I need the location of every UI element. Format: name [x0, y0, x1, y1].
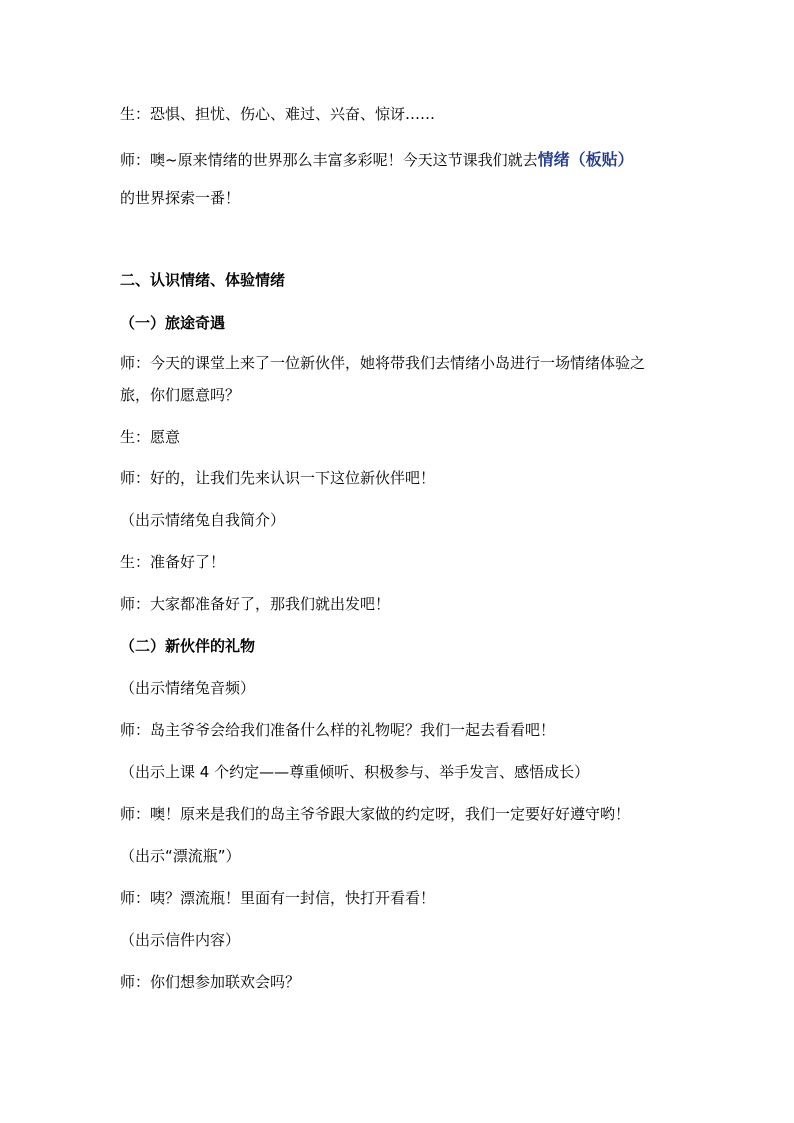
stage-direction-audio: （出示情绪兔音频）: [120, 679, 256, 697]
highlight-emotion-term: 情绪（板贴）: [537, 150, 634, 169]
paragraph-student-answer: 生：恐惧、担忧、伤心、难过、兴奋、惊讶……: [120, 105, 436, 123]
paragraph-teacher-party: 师：你们想参加联欢会吗？: [120, 973, 301, 991]
paragraph-teacher-agreements: 师：噢！原来是我们的岛主爷爷跟大家做的约定呀，我们一定要好好遵守哟！: [120, 805, 631, 823]
paragraph-teacher-intro: [120, 150, 634, 170]
paragraph-teacher-depart: 师：大家都准备好了，那我们就出发吧！: [120, 595, 391, 613]
paragraph-student-willing: 生：愿意: [120, 428, 181, 446]
paragraph-teacher-new-partner-cont: 旅，你们愿意吗？: [120, 386, 241, 404]
paragraph-teacher-intro-cont: 的世界探索一番！: [120, 189, 241, 207]
subsection-heading-gift: （二）新伙伴的礼物: [120, 637, 256, 655]
paragraph-student-ready: 生：准备好了！: [120, 553, 226, 571]
subsection-heading-journey: （一）旅途奇遇: [120, 314, 226, 332]
stage-direction-letter: （出示信件内容）: [120, 931, 241, 949]
paragraph-teacher-gift: 师：岛主爷爷会给我们准备什么样的礼物呢？我们一起去看看吧！: [120, 721, 556, 739]
stage-direction-agreements: （出示上课 4 个约定——尊重倾听、积极参与、举手发言、感悟成长）: [120, 763, 590, 781]
paragraph-teacher-bottle: 师：咦？漂流瓶！里面有一封信，快打开看看！: [120, 889, 436, 907]
paragraph-teacher-meet: 师：好的，让我们先来认识一下这位新伙伴吧！: [120, 469, 436, 487]
paragraph-text: 师：噢~原来情绪的世界那么丰富多彩呢！今天这节课我们就去: [120, 151, 538, 169]
stage-direction-intro: （出示情绪兔自我简介）: [120, 511, 286, 529]
stage-direction-bottle: （出示“漂流瓶”）: [120, 847, 241, 865]
paragraph-teacher-new-partner: 师：今天的课堂上来了一位新伙伴，她将带我们去情绪小岛进行一场情绪体验之: [120, 354, 646, 372]
section-heading: 二、认识情绪、体验情绪: [120, 271, 286, 289]
